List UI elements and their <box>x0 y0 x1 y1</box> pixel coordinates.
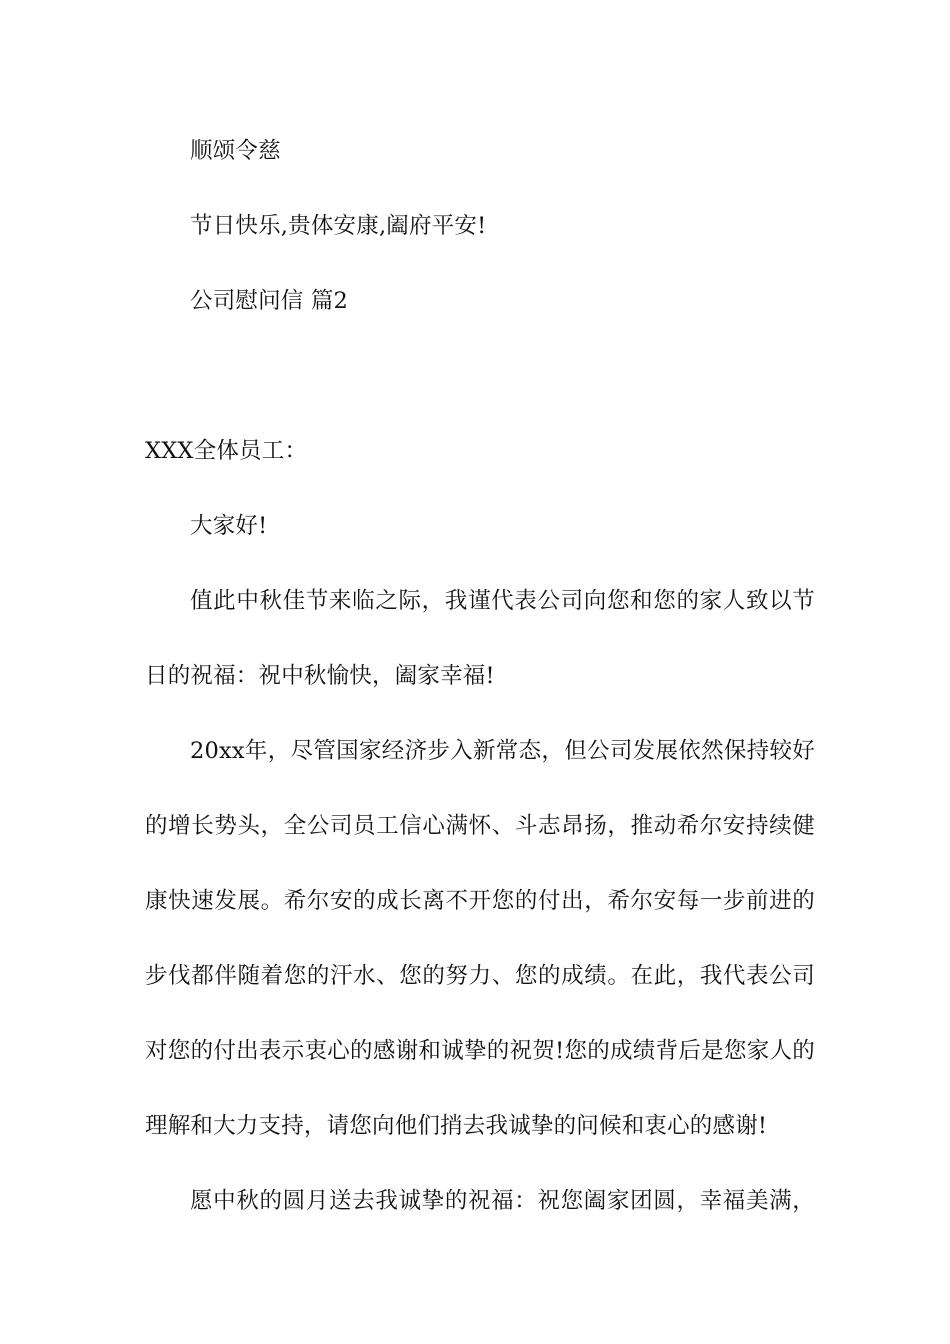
paragraph-1-line-1: 值此中秋佳节来临之际，我谨代表公司向您和您的家人致以节 <box>190 588 815 614</box>
closing-line-1: 顺颂令慈 <box>190 138 281 164</box>
paragraph-2-line-3: 康快速发展。希尔安的成长离不开您的付出，希尔安每一步前进的 <box>145 888 815 914</box>
paragraph-3-line-1: 愿中秋的圆月送去我诚挚的祝福：祝您阖家团圆，幸福美满， <box>190 1188 815 1214</box>
paragraph-2-line-4: 步伐都伴随着您的汗水、您的努力、您的成绩。在此，我代表公司 <box>145 963 815 989</box>
paragraph-2-line-1: 20xx年，尽管国家经济步入新常态，但公司发展依然保持较好 <box>190 738 815 764</box>
section-heading: 公司慰问信 篇2 <box>190 288 349 314</box>
paragraph-2-line-6: 理解和大力支持，请您向他们捎去我诚挚的问候和衷心的感谢! <box>145 1113 768 1139</box>
closing-line-2: 节日快乐,贵体安康,阖府平安! <box>190 213 487 239</box>
paragraph-2-line-2: 的增长势头，全公司员工信心满怀、斗志昂扬，推动希尔安持续健 <box>145 813 815 839</box>
paragraph-2-line-5: 对您的付出表示衷心的感谢和诚挚的祝贺!您的成绩背后是您家人的 <box>145 1038 815 1064</box>
greeting: 大家好! <box>190 513 268 539</box>
salutation: XXX全体员工： <box>145 438 308 464</box>
paragraph-1-line-2: 日的祝福：祝中秋愉快，阖家幸福! <box>145 663 495 689</box>
